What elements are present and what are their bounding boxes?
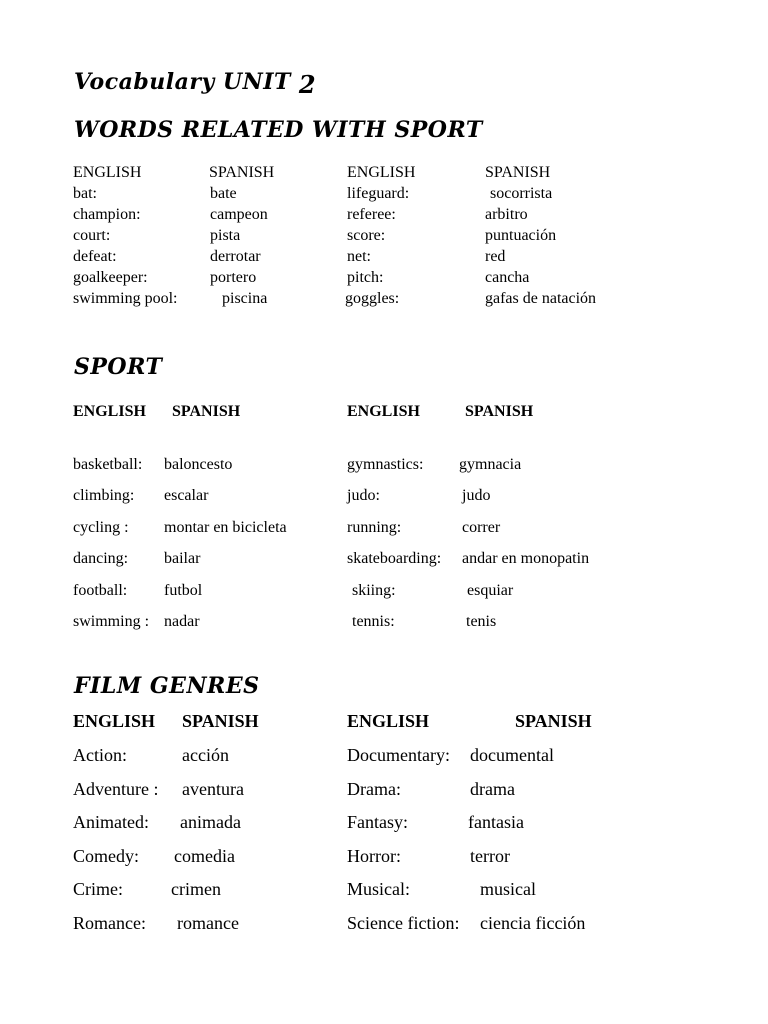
cell-english-left: swimming :	[73, 613, 150, 630]
header-spanish-right: SPANISH	[465, 403, 534, 420]
cell-spanish-right: red	[485, 248, 506, 265]
cell-english-right: goggles:	[345, 290, 400, 307]
cell-english-left: swimming pool:	[73, 290, 178, 307]
cell-english-right: running:	[347, 518, 402, 536]
cell-english-left: bat:	[73, 185, 97, 202]
cell-spanish-left: montar en bicicleta	[164, 518, 287, 536]
cell-spanish-right: cancha	[485, 269, 530, 286]
cell-spanish-left: baloncesto	[164, 456, 233, 473]
cell-spanish-right: tenis	[466, 613, 497, 630]
cell-spanish-right: esquiar	[467, 581, 514, 599]
cell-english-left: dancing:	[73, 550, 129, 568]
cell-english-right: gymnastics:	[347, 456, 424, 473]
cell-spanish-right: ciencia ficción	[480, 913, 586, 933]
cell-english-right: referee:	[347, 206, 396, 223]
cell-spanish-left: aventura	[182, 778, 244, 799]
cell-spanish-right: gafas de natación	[485, 290, 597, 307]
header-english-left: ENGLISH	[73, 403, 146, 420]
cell-english-right: Science fiction:	[347, 913, 460, 933]
title-text: Vocabulary UNIT	[74, 69, 291, 95]
cell-spanish-left: futbol	[164, 581, 203, 599]
header-english-right: ENGLISH	[347, 711, 430, 731]
cell-spanish-right: correr	[462, 518, 501, 536]
cell-english-right: Fantasy:	[347, 812, 408, 833]
cell-spanish-left: nadar	[164, 613, 200, 630]
cell-spanish-left: bailar	[164, 550, 201, 568]
cell-english-left: goalkeeper:	[73, 269, 148, 286]
cell-spanish-left: bate	[210, 185, 237, 202]
cell-spanish-left: derrotar	[210, 248, 261, 265]
cell-spanish-right: arbitro	[485, 206, 528, 223]
cell-english-right: judo:	[347, 487, 380, 505]
cell-spanish-left: acción	[182, 745, 229, 765]
cell-spanish-left: escalar	[164, 487, 209, 505]
cell-spanish-left: comedia	[174, 845, 235, 866]
cell-spanish-right: documental	[470, 745, 554, 765]
cell-spanish-left: crimen	[171, 879, 221, 900]
cell-spanish-left: portero	[210, 269, 257, 286]
header-english-left: ENGLISH	[73, 164, 142, 181]
unit-number: 2	[298, 70, 317, 99]
cell-english-left: Romance:	[73, 913, 146, 933]
cell-english-left: climbing:	[73, 487, 135, 505]
cell-english-right: score:	[347, 227, 386, 244]
cell-spanish-right: fantasia	[468, 812, 524, 833]
cell-english-left: basketball:	[73, 456, 143, 473]
cell-spanish-right: andar en monopatin	[462, 550, 590, 568]
cell-spanish-left: campeon	[210, 206, 268, 223]
section-heading-words-related: WORDS RELATED WITH SPORT	[74, 117, 483, 143]
cell-english-left: defeat:	[73, 248, 117, 265]
cell-english-right: skiing:	[352, 581, 396, 599]
cell-english-right: Drama:	[347, 778, 401, 799]
cell-english-left: court:	[73, 227, 111, 244]
header-english-left: ENGLISH	[73, 711, 156, 731]
cell-english-left: Action:	[73, 745, 127, 765]
cell-english-left: cycling :	[73, 518, 129, 536]
cell-spanish-right: terror	[470, 845, 510, 866]
cell-english-right: net:	[347, 248, 371, 265]
header-spanish-right: SPANISH	[515, 711, 592, 731]
header-spanish-left: SPANISH	[172, 403, 241, 420]
header-spanish-right: SPANISH	[485, 164, 551, 181]
section-heading-sport: SPORT	[74, 354, 163, 380]
header-spanish-left: SPANISH	[209, 164, 275, 181]
cell-english-right: tennis:	[352, 613, 395, 630]
cell-english-left: Comedy:	[73, 845, 139, 866]
cell-english-right: pitch:	[347, 269, 384, 286]
header-spanish-left: SPANISH	[182, 711, 259, 731]
cell-spanish-right: gymnacia	[459, 456, 522, 473]
cell-spanish-left: animada	[180, 812, 241, 833]
page-title	[74, 66, 317, 99]
cell-spanish-right: puntuación	[485, 227, 557, 244]
cell-spanish-left: romance	[177, 913, 239, 933]
cell-english-right: skateboarding:	[347, 550, 442, 568]
cell-spanish-right: drama	[470, 778, 515, 799]
cell-english-left: football:	[73, 581, 128, 599]
cell-english-left: champion:	[73, 206, 141, 223]
cell-spanish-right: judo	[462, 487, 491, 505]
cell-spanish-right: musical	[480, 879, 536, 900]
cell-spanish-left: pista	[210, 227, 241, 244]
cell-english-left: Crime:	[73, 879, 123, 900]
cell-spanish-right: socorrista	[490, 185, 553, 202]
cell-english-right: Documentary:	[347, 745, 450, 765]
header-english-right: ENGLISH	[347, 403, 420, 420]
cell-english-right: lifeguard:	[347, 185, 410, 202]
cell-english-left: Adventure :	[73, 778, 159, 799]
section-heading-film-genres: FILM GENRES	[74, 673, 260, 699]
cell-english-right: Musical:	[347, 879, 410, 900]
cell-english-right: Horror:	[347, 845, 401, 866]
header-english-right: ENGLISH	[347, 164, 416, 181]
cell-english-left: Animated:	[73, 812, 149, 833]
cell-spanish-left: piscina	[222, 290, 268, 307]
